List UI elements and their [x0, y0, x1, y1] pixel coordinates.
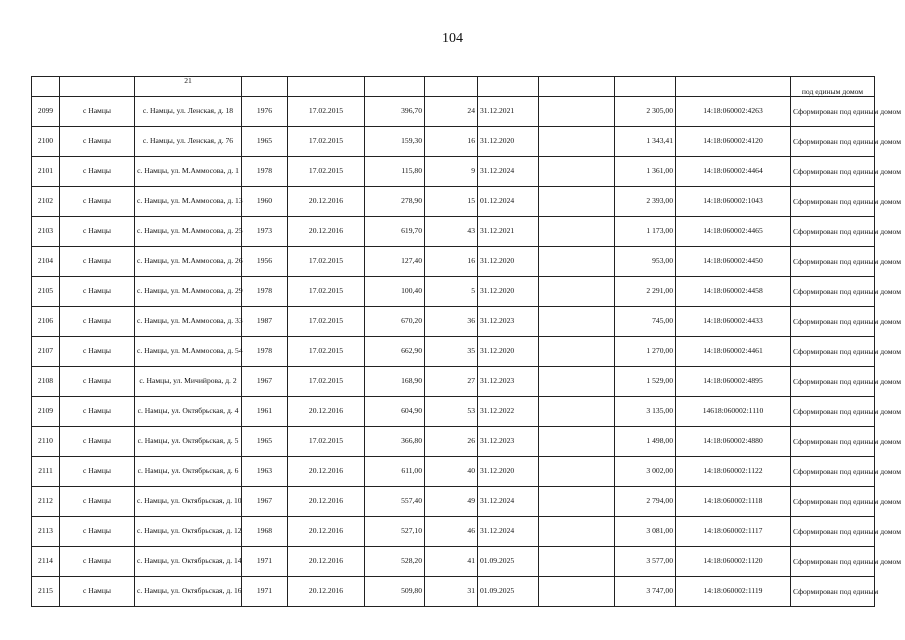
cell-status: Сформирован под единым домом — [791, 427, 875, 457]
cell-cost: 953,00 — [615, 247, 676, 277]
cell-area: 159,30 — [365, 127, 425, 157]
cell-num: 2105 — [32, 277, 60, 307]
cell-locality: с Намцы — [60, 457, 135, 487]
cell-status: Сформирован под единым домом — [791, 157, 875, 187]
cell-address: с. Намцы, ул. М.Аммосова, д. 26 — [135, 247, 242, 277]
cell-cost: 3 747,00 — [615, 577, 676, 607]
table-row — [32, 217, 875, 247]
cell-locality: с Намцы — [60, 397, 135, 427]
cell-status: Сформирован под единым домом — [791, 127, 875, 157]
cell-date: 20.12.2016 — [288, 487, 365, 517]
cell-locality: с Намцы — [60, 187, 135, 217]
table-row — [32, 157, 875, 187]
cell-address: с. Намцы, ул. Мичийрова, д. 2 — [135, 367, 242, 397]
cell-area: 168,90 — [365, 367, 425, 397]
cell-cadastral: 14:18:060002:4433 — [676, 307, 791, 337]
cell-cadastral: 14:18:060002:4880 — [676, 427, 791, 457]
cell-num: 2100 — [32, 127, 60, 157]
cell-address: с. Намцы, ул. М.Аммосова, д. 54 — [135, 337, 242, 367]
cell-count: 46 — [425, 517, 478, 547]
cell-num: 2109 — [32, 397, 60, 427]
cell-status: Сформирован под единым — [791, 577, 875, 607]
table-row — [32, 517, 875, 547]
cell-address: с. Намцы, ул. Октябрьская, д. 5 — [135, 427, 242, 457]
cell-year: 1963 — [242, 457, 288, 487]
cell-area: 557,40 — [365, 487, 425, 517]
cell-plan-date: 31.12.2020 — [478, 457, 539, 487]
cell-cadastral: 14618:060002:1110 — [676, 397, 791, 427]
cell-address: с. Намцы, ул. Ленская, д. 18 — [135, 97, 242, 127]
cell-status: под единым домом — [791, 77, 875, 97]
cell-status: Сформирован под единым домом — [791, 457, 875, 487]
cell-count: 16 — [425, 127, 478, 157]
cell-area: 100,40 — [365, 277, 425, 307]
cell-status: Сформирован под единым домом — [791, 277, 875, 307]
cell-empty — [539, 427, 615, 457]
cell-date: 20.12.2016 — [288, 547, 365, 577]
cell-cost: 2 794,00 — [615, 487, 676, 517]
table-row — [32, 127, 875, 157]
cell-year: 1978 — [242, 157, 288, 187]
cell-status: Сформирован под единым домом — [791, 517, 875, 547]
cell-area: 604,90 — [365, 397, 425, 427]
cell-count: 9 — [425, 157, 478, 187]
cell-plan-date: 31.12.2020 — [478, 277, 539, 307]
cell-count: 41 — [425, 547, 478, 577]
cell-locality: с Намцы — [60, 217, 135, 247]
cell-empty — [539, 487, 615, 517]
cell-year: 1956 — [242, 247, 288, 277]
cell-area: 396,70 — [365, 97, 425, 127]
cell-locality: с Намцы — [60, 517, 135, 547]
cell-locality: с Намцы — [60, 367, 135, 397]
cell-cost: 3 002,00 — [615, 457, 676, 487]
cell-address: с. Намцы, ул. Октябрьская, д. 4 — [135, 397, 242, 427]
cell-cadastral: 14:18:060002:1119 — [676, 577, 791, 607]
cell-cadastral: 14:18:060002:4461 — [676, 337, 791, 367]
cell-cadastral: 14:18:060002:1117 — [676, 517, 791, 547]
cell-locality: с Намцы — [60, 427, 135, 457]
cell-address: с. Намцы, ул. Октябрьская, д. 12 — [135, 517, 242, 547]
cell-num: 2114 — [32, 547, 60, 577]
cell-num: 2112 — [32, 487, 60, 517]
cell-cadastral: 14:18:060002:1120 — [676, 547, 791, 577]
cell-count: 40 — [425, 457, 478, 487]
cell-address: с. Намцы, ул. Октябрьская, д. 6 — [135, 457, 242, 487]
cell-status: Сформирован под единым домом — [791, 97, 875, 127]
cell-area: 509,80 — [365, 577, 425, 607]
cell-year: 1973 — [242, 217, 288, 247]
cell-area — [365, 77, 425, 97]
cell-date: 17.02.2015 — [288, 157, 365, 187]
cell-count: 49 — [425, 487, 478, 517]
table-row — [32, 337, 875, 367]
cell-cadastral: 14:18:060002:4458 — [676, 277, 791, 307]
cell-area: 619,70 — [365, 217, 425, 247]
cell-locality: с Намцы — [60, 247, 135, 277]
cell-cost: 1 361,00 — [615, 157, 676, 187]
cell-date: 17.02.2015 — [288, 277, 365, 307]
cell-year: 1978 — [242, 277, 288, 307]
table-row — [32, 427, 875, 457]
cell-cadastral: 14:18:060002:4465 — [676, 217, 791, 247]
cell-count: 15 — [425, 187, 478, 217]
cell-locality: с Намцы — [60, 487, 135, 517]
cell-cost: 1 270,00 — [615, 337, 676, 367]
cell-plan-date: 31.12.2024 — [478, 517, 539, 547]
cell-area: 611,00 — [365, 457, 425, 487]
cell-cost: 3 577,00 — [615, 547, 676, 577]
cell-cost — [615, 77, 676, 97]
table-body — [32, 76, 901, 607]
cell-num: 2103 — [32, 217, 60, 247]
cell-address: с. Намцы, ул. Октябрьская, д. 10 — [135, 487, 242, 517]
cell-count: 35 — [425, 337, 478, 367]
cell-count: 5 — [425, 277, 478, 307]
table-row — [32, 397, 875, 427]
cell-count: 36 — [425, 307, 478, 337]
cell-empty — [539, 577, 615, 607]
cell-cadastral: 14:18:060002:1118 — [676, 487, 791, 517]
table-row — [32, 187, 875, 217]
cell-empty — [539, 247, 615, 277]
cell-cost: 1 529,00 — [615, 367, 676, 397]
cell-area: 366,80 — [365, 427, 425, 457]
cell-cost: 745,00 — [615, 307, 676, 337]
cell-address: с. Намцы, ул. Ленская, д. 76 — [135, 127, 242, 157]
cell-empty — [539, 97, 615, 127]
cell-empty — [539, 517, 615, 547]
cell-locality — [60, 77, 135, 97]
cell-status: Сформирован под единым домом — [791, 397, 875, 427]
cell-address: с. Намцы, ул. М.Аммосова, д. 25 — [135, 217, 242, 247]
cell-num: 2099 — [32, 97, 60, 127]
housing-registry-table — [31, 76, 901, 607]
cell-plan-date: 31.12.2023 — [478, 307, 539, 337]
cell-locality: с Намцы — [60, 337, 135, 367]
cell-count: 27 — [425, 367, 478, 397]
cell-plan-date: 31.12.2022 — [478, 397, 539, 427]
cell-empty — [539, 217, 615, 247]
cell-plan-date: 31.12.2024 — [478, 487, 539, 517]
cell-empty — [539, 337, 615, 367]
cell-empty — [539, 547, 615, 577]
cell-cadastral: 14:18:060002:1043 — [676, 187, 791, 217]
cell-year: 1976 — [242, 97, 288, 127]
cell-num: 2108 — [32, 367, 60, 397]
cell-locality: с Намцы — [60, 97, 135, 127]
table-row — [32, 97, 875, 127]
cell-area: 528,20 — [365, 547, 425, 577]
cell-date — [288, 77, 365, 97]
page-number: 104 — [442, 31, 463, 46]
table-row — [32, 487, 875, 517]
cell-cadastral: 14:18:060002:1122 — [676, 457, 791, 487]
cell-date: 20.12.2016 — [288, 217, 365, 247]
cell-address: с. Намцы, ул. Октябрьская, д. 16 — [135, 577, 242, 607]
cell-area: 278,90 — [365, 187, 425, 217]
cell-year: 1960 — [242, 187, 288, 217]
cell-count — [425, 77, 478, 97]
cell-plan-date: 31.12.2021 — [478, 217, 539, 247]
cell-count: 24 — [425, 97, 478, 127]
cell-year: 1965 — [242, 427, 288, 457]
cell-plan-date: 31.12.2023 — [478, 367, 539, 397]
cell-empty — [539, 187, 615, 217]
table-row — [32, 457, 875, 487]
cell-locality: с Намцы — [60, 157, 135, 187]
cell-date: 17.02.2015 — [288, 97, 365, 127]
table-row — [32, 547, 875, 577]
cell-cost: 3 135,00 — [615, 397, 676, 427]
cell-count: 16 — [425, 247, 478, 277]
cell-num: 2106 — [32, 307, 60, 337]
cell-cost: 1 498,00 — [615, 427, 676, 457]
cell-empty — [539, 157, 615, 187]
cell-empty — [539, 307, 615, 337]
cell-empty — [539, 367, 615, 397]
cell-plan-date: 01.09.2025 — [478, 547, 539, 577]
cell-cadastral: 14:18:060002:4263 — [676, 97, 791, 127]
cell-area: 662,90 — [365, 337, 425, 367]
cell-plan-date: 31.12.2024 — [478, 157, 539, 187]
cell-area: 115,80 — [365, 157, 425, 187]
table-row — [32, 247, 875, 277]
cell-num: 2115 — [32, 577, 60, 607]
table-row — [32, 277, 875, 307]
cell-year: 1971 — [242, 577, 288, 607]
cell-cost: 2 393,00 — [615, 187, 676, 217]
cell-empty — [539, 457, 615, 487]
cell-cost: 2 291,00 — [615, 277, 676, 307]
cell-num: 2101 — [32, 157, 60, 187]
cell-date: 17.02.2015 — [288, 127, 365, 157]
cell-status: Сформирован под единым домом — [791, 247, 875, 277]
cell-area: 127,40 — [365, 247, 425, 277]
cell-num — [32, 77, 60, 97]
cell-plan-date: 01.12.2024 — [478, 187, 539, 217]
cell-status: Сформирован под единым домом — [791, 547, 875, 577]
cell-plan-date: 31.12.2020 — [478, 247, 539, 277]
cell-count: 53 — [425, 397, 478, 427]
cell-locality: с Намцы — [60, 577, 135, 607]
cell-year — [242, 77, 288, 97]
cell-date: 20.12.2016 — [288, 187, 365, 217]
cell-area: 527,10 — [365, 517, 425, 547]
cell-status: Сформирован под единым домом — [791, 487, 875, 517]
cell-cost: 1 343,41 — [615, 127, 676, 157]
cell-date: 17.02.2015 — [288, 247, 365, 277]
cell-locality: с Намцы — [60, 127, 135, 157]
cell-year: 1967 — [242, 487, 288, 517]
cell-date: 20.12.2016 — [288, 457, 365, 487]
cell-locality: с Намцы — [60, 277, 135, 307]
cell-locality: с Намцы — [60, 307, 135, 337]
table-row — [32, 577, 875, 607]
cell-status: Сформирован под единым домом — [791, 367, 875, 397]
cell-cadastral — [676, 77, 791, 97]
cell-plan-date: 31.12.2021 — [478, 97, 539, 127]
cell-year: 1967 — [242, 367, 288, 397]
cell-address: с. Намцы, ул. М.Аммосова, д. 29 — [135, 277, 242, 307]
cell-count: 26 — [425, 427, 478, 457]
table-row — [32, 307, 875, 337]
cell-address: с. Намцы, ул. М.Аммосова, д. 1 — [135, 157, 242, 187]
cell-plan-date: 01.09.2025 — [478, 577, 539, 607]
cell-plan-date: 31.12.2020 — [478, 337, 539, 367]
cell-year: 1987 — [242, 307, 288, 337]
cell-area: 670,20 — [365, 307, 425, 337]
cell-cost: 1 173,00 — [615, 217, 676, 247]
cell-plan-date: 31.12.2023 — [478, 427, 539, 457]
cell-count: 31 — [425, 577, 478, 607]
cell-year: 1961 — [242, 397, 288, 427]
cell-empty — [539, 77, 615, 97]
cell-empty — [539, 127, 615, 157]
cell-year: 1971 — [242, 547, 288, 577]
cell-num: 2107 — [32, 337, 60, 367]
cell-plan-date: 31.12.2020 — [478, 127, 539, 157]
cell-status: Сформирован под единым домом — [791, 187, 875, 217]
cell-status: Сформирован под единым домом — [791, 217, 875, 247]
cell-date: 17.02.2015 — [288, 367, 365, 397]
cell-date: 20.12.2016 — [288, 577, 365, 607]
cell-status: Сформирован под единым домом — [791, 337, 875, 367]
continuation-row — [32, 77, 875, 97]
cell-plan-date — [478, 77, 539, 97]
cell-locality: с Намцы — [60, 547, 135, 577]
cell-date: 17.02.2015 — [288, 307, 365, 337]
cell-date: 17.02.2015 — [288, 427, 365, 457]
cell-cadastral: 14:18:060002:4120 — [676, 127, 791, 157]
cell-date: 17.02.2015 — [288, 337, 365, 367]
cell-num: 2113 — [32, 517, 60, 547]
cell-count: 43 — [425, 217, 478, 247]
cell-cadastral: 14:18:060002:4464 — [676, 157, 791, 187]
cell-cadastral: 14:18:060002:4450 — [676, 247, 791, 277]
cell-address: с. Намцы, ул. Октябрьская, д. 14 — [135, 547, 242, 577]
cell-cost: 2 305,00 — [615, 97, 676, 127]
cell-date: 20.12.2016 — [288, 517, 365, 547]
cell-status: Сформирован под единым домом — [791, 307, 875, 337]
cell-address: с. Намцы, ул. М.Аммосова, д. 33 — [135, 307, 242, 337]
cell-date: 20.12.2016 — [288, 397, 365, 427]
cell-address: 21 — [135, 77, 242, 97]
cell-num: 2102 — [32, 187, 60, 217]
cell-year: 1978 — [242, 337, 288, 367]
cell-num: 2111 — [32, 457, 60, 487]
cell-num: 2110 — [32, 427, 60, 457]
cell-num: 2104 — [32, 247, 60, 277]
cell-empty — [539, 397, 615, 427]
cell-empty — [539, 277, 615, 307]
cell-year: 1965 — [242, 127, 288, 157]
cell-cost: 3 081,00 — [615, 517, 676, 547]
cell-cadastral: 14:18:060002:4895 — [676, 367, 791, 397]
cell-address: с. Намцы, ул. М.Аммосова, д. 13 — [135, 187, 242, 217]
table-row — [32, 367, 875, 397]
cell-year: 1968 — [242, 517, 288, 547]
